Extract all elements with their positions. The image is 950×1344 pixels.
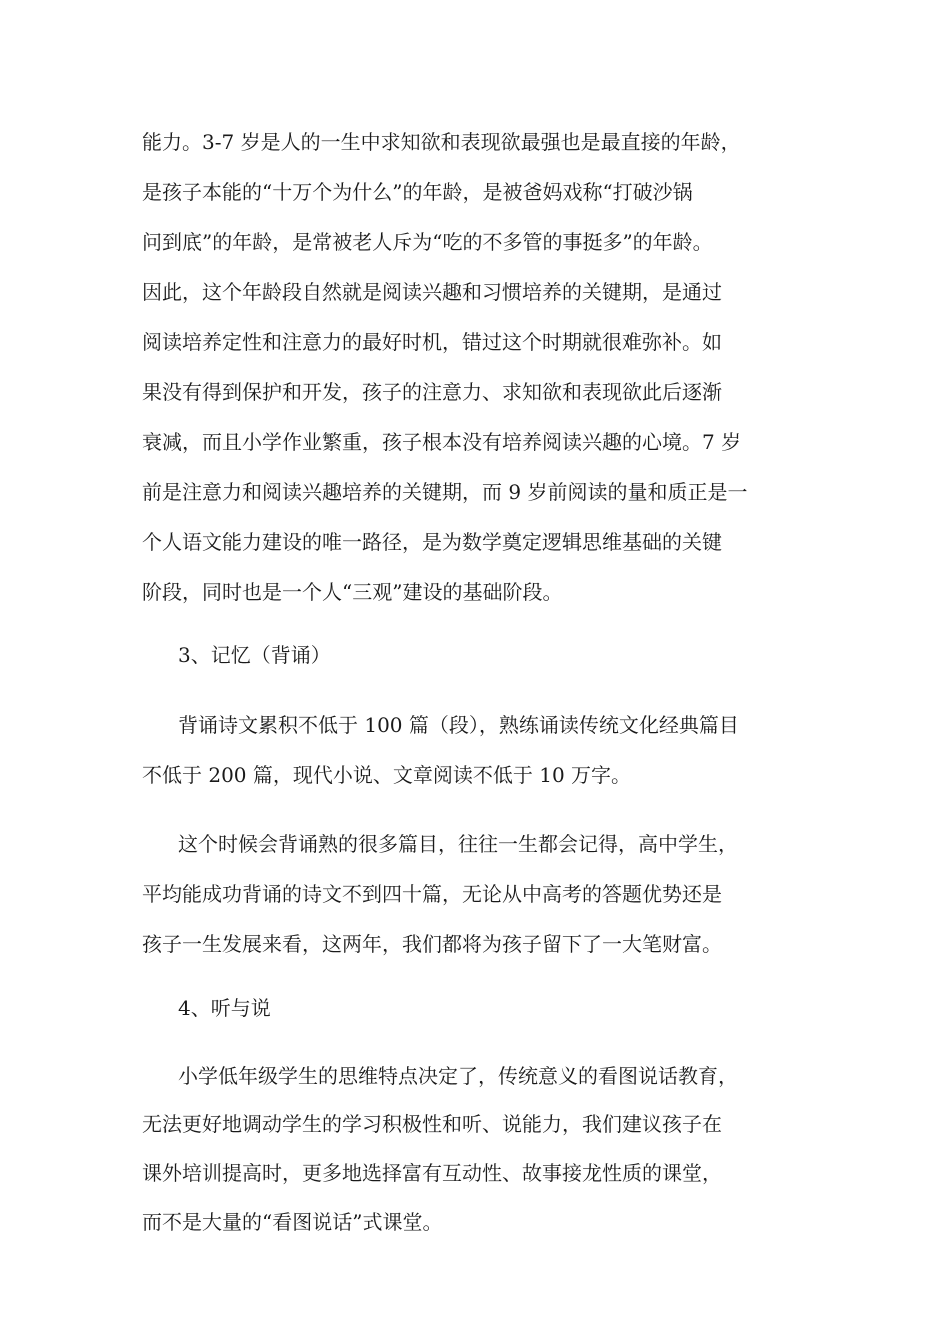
section-heading-memory: 3、记忆（背诵）	[178, 643, 331, 667]
text-line: 问到底”的年龄，是常被老人斥为“吃的不多管的事挺多”的年龄。	[142, 230, 713, 254]
text-line: 不低于 200 篇，现代小说、文章阅读不低于 10 万字。	[142, 763, 632, 787]
text-line: 无法更好地调动学生的学习积极性和听、说能力，我们建议孩子在	[142, 1112, 722, 1136]
text-line: 果没有得到保护和开发，孩子的注意力、求知欲和表现欲此后逐渐	[142, 380, 722, 404]
text-line: 因此，这个年龄段自然就是阅读兴趣和习惯培养的关键期，是通过	[142, 280, 722, 304]
text-line: 是孩子本能的“十万个为什么”的年龄，是被爸妈戏称“打破沙锅	[142, 180, 693, 204]
text-line: 这个时候会背诵熟的很多篇目，往往一生都会记得，高中学生，	[178, 832, 738, 856]
text-line: 衰减，而且小学作业繁重，孩子根本没有培养阅读兴趣的心境。7 岁	[142, 430, 742, 454]
text-line: 平均能成功背诵的诗文不到四十篇，无论从中高考的答题优势还是	[142, 882, 722, 906]
text-line: 课外培训提高时，更多地选择富有互动性、故事接龙性质的课堂，	[142, 1161, 722, 1185]
text-line: 孩子一生发展来看，这两年，我们都将为孩子留下了一大笔财富。	[142, 932, 722, 956]
text-line: 而不是大量的“看图说话”式课堂。	[142, 1210, 443, 1234]
text-line: 小学低年级学生的思维特点决定了，传统意义的看图说话教育，	[178, 1064, 738, 1088]
section-heading-listening-speaking: 4、听与说	[178, 996, 271, 1020]
text-line: 前是注意力和阅读兴趣培养的关键期，而 9 岁前阅读的量和质正是一	[142, 480, 748, 504]
text-line: 阶段，同时也是一个人“三观”建设的基础阶段。	[142, 580, 563, 604]
text-line: 背诵诗文累积不低于 100 篇（段），熟练诵读传统文化经典篇目	[178, 713, 739, 737]
text-line: 能力。3-7 岁是人的一生中求知欲和表现欲最强也是最直接的年龄，	[142, 130, 741, 154]
text-line: 个人语文能力建设的唯一路径，是为数学奠定逻辑思维基础的关键	[142, 530, 722, 554]
text-line: 阅读培养定性和注意力的最好时机，错过这个时期就很难弥补。如	[142, 330, 722, 354]
